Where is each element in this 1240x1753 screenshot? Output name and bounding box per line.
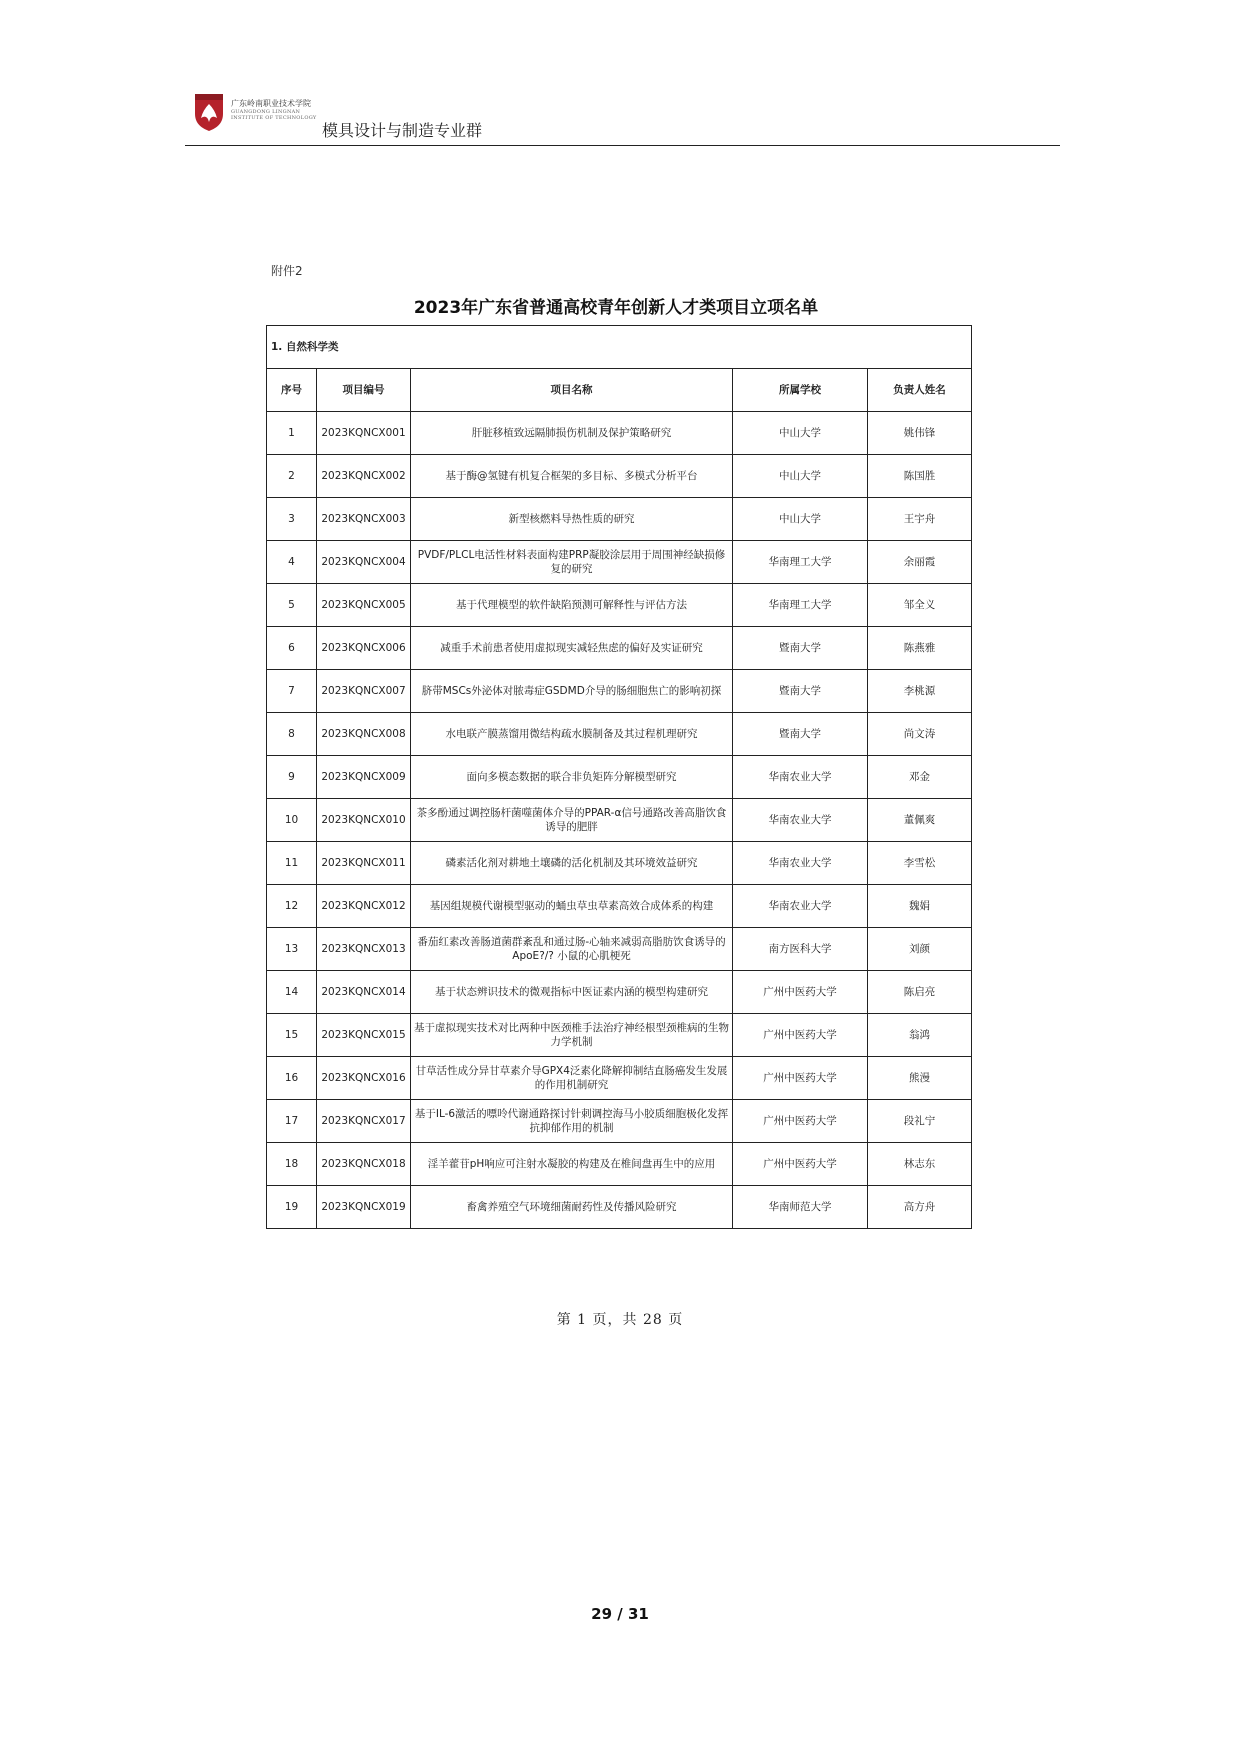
cell-name: 基于代理模型的软件缺陷预测可解释性与评估方法 [411, 584, 733, 627]
cell-no: 1 [267, 412, 317, 455]
table-row [267, 584, 972, 627]
viewer-page-counter: 29 / 31 [591, 1605, 649, 1623]
cell-school: 华南农业大学 [733, 799, 868, 842]
document-title: 2023年广东省普通高校青年创新人才类项目立项名单 [413, 298, 819, 318]
table-row [267, 1186, 972, 1229]
cell-leader: 董佩爽 [868, 799, 972, 842]
cell-name: 减重手术前患者使用虚拟现实减轻焦虑的偏好及实证研究 [411, 627, 733, 670]
cell-code: 2023KQNCX006 [317, 627, 411, 670]
cell-leader: 魏娟 [868, 885, 972, 928]
cell-school: 广州中医药大学 [733, 1100, 868, 1143]
table-row [267, 498, 972, 541]
cell-code: 2023KQNCX015 [317, 1014, 411, 1057]
cell-school: 华南理工大学 [733, 584, 868, 627]
category-row [267, 326, 972, 369]
cell-school: 广州中医药大学 [733, 1057, 868, 1100]
cell-school: 中山大学 [733, 412, 868, 455]
school-name-cn: 广东岭南职业技术学院 [231, 99, 311, 108]
cell-no: 18 [267, 1143, 317, 1186]
cell-leader: 李桃源 [868, 670, 972, 713]
cell-name: 基于IL-6激活的嘌呤代谢通路探讨针刺调控海马小胶质细胞极化发挥抗抑郁作用的机制 [411, 1100, 733, 1143]
cell-school: 南方医科大学 [733, 928, 868, 971]
cell-code: 2023KQNCX004 [317, 541, 411, 584]
cell-code: 2023KQNCX018 [317, 1143, 411, 1186]
table-row [267, 799, 972, 842]
table-row [267, 1014, 972, 1057]
cell-leader: 陈国胜 [868, 455, 972, 498]
cell-name: 茶多酚通过调控肠杆菌噬菌体介导的PPAR-α信号通路改善高脂饮食诱导的肥胖 [411, 799, 733, 842]
cell-school: 华南农业大学 [733, 842, 868, 885]
cell-leader: 王宇舟 [868, 498, 972, 541]
cell-code: 2023KQNCX011 [317, 842, 411, 885]
school-crest-icon [193, 92, 225, 132]
cell-leader: 邓金 [868, 756, 972, 799]
cell-leader: 姚伟锋 [868, 412, 972, 455]
cell-code: 2023KQNCX009 [317, 756, 411, 799]
table-row [267, 885, 972, 928]
table-row [267, 1143, 972, 1186]
cell-name: 肝脏移植致远隔肺损伤机制及保护策略研究 [411, 412, 733, 455]
header-rule [185, 145, 1060, 146]
cell-code: 2023KQNCX002 [317, 455, 411, 498]
cell-leader: 李雪松 [868, 842, 972, 885]
cell-no: 13 [267, 928, 317, 971]
cell-name: PVDF/PLCL电活性材料表面构建PRP凝胶涂层用于周围神经缺损修复的研究 [411, 541, 733, 584]
cell-name: 脐带MSCs外泌体对脓毒症GSDMD介导的肠细胞焦亡的影响初探 [411, 670, 733, 713]
table-row [267, 756, 972, 799]
table-row [267, 713, 972, 756]
cell-code: 2023KQNCX012 [317, 885, 411, 928]
cell-no: 14 [267, 971, 317, 1014]
cell-school: 华南理工大学 [733, 541, 868, 584]
cell-name: 基于虚拟现实技术对比两种中医颈椎手法治疗神经根型颈椎病的生物力学机制 [411, 1014, 733, 1057]
cell-leader: 余丽霞 [868, 541, 972, 584]
cell-leader: 陈燕雅 [868, 627, 972, 670]
cell-school: 暨南大学 [733, 627, 868, 670]
cell-school: 中山大学 [733, 455, 868, 498]
category-label: 1. 自然科学类 [267, 326, 972, 369]
table-row [267, 541, 972, 584]
cell-leader: 翁鸿 [868, 1014, 972, 1057]
table-row [267, 1057, 972, 1100]
cell-no: 10 [267, 799, 317, 842]
table-row [267, 670, 972, 713]
cell-no: 8 [267, 713, 317, 756]
column-header-name: 项目名称 [411, 369, 733, 412]
cell-code: 2023KQNCX008 [317, 713, 411, 756]
cell-name: 水电联产膜蒸馏用微结构疏水膜制备及其过程机理研究 [411, 713, 733, 756]
cell-leader: 陈启亮 [868, 971, 972, 1014]
cell-no: 3 [267, 498, 317, 541]
cell-no: 6 [267, 627, 317, 670]
cell-school: 华南农业大学 [733, 756, 868, 799]
cell-leader: 高方舟 [868, 1186, 972, 1229]
cell-school: 华南师范大学 [733, 1186, 868, 1229]
cell-name: 基于状态辨识技术的微观指标中医证素内涵的模型构建研究 [411, 971, 733, 1014]
cell-no: 7 [267, 670, 317, 713]
cell-name: 淫羊藿苷pH响应可注射水凝胶的构建及在椎间盘再生中的应用 [411, 1143, 733, 1186]
cell-school: 广州中医药大学 [733, 1014, 868, 1057]
table-row [267, 971, 972, 1014]
column-header-code: 项目编号 [317, 369, 411, 412]
cell-no: 17 [267, 1100, 317, 1143]
school-name-en-line2: INSTITUTE OF TECHNOLOGY [231, 115, 317, 121]
cell-school: 中山大学 [733, 498, 868, 541]
cell-code: 2023KQNCX014 [317, 971, 411, 1014]
cell-no: 4 [267, 541, 317, 584]
cell-code: 2023KQNCX005 [317, 584, 411, 627]
cell-school: 广州中医药大学 [733, 1143, 868, 1186]
program-group-name: 模具设计与制造专业群 [322, 121, 483, 140]
cell-name: 基因组规模代谢模型驱动的蛹虫草虫草素高效合成体系的构建 [411, 885, 733, 928]
column-header-school: 所属学校 [733, 369, 868, 412]
cell-leader: 熊漫 [868, 1057, 972, 1100]
cell-leader: 段礼宁 [868, 1100, 972, 1143]
cell-code: 2023KQNCX016 [317, 1057, 411, 1100]
cell-name: 新型核燃料导热性质的研究 [411, 498, 733, 541]
school-name-en-line1: GUANGDONG LINGNAN [231, 109, 301, 115]
cell-leader: 林志东 [868, 1143, 972, 1186]
cell-name: 基于酶@氢键有机复合框架的多目标、多模式分析平台 [411, 455, 733, 498]
cell-leader: 邹全义 [868, 584, 972, 627]
cell-no: 11 [267, 842, 317, 885]
cell-name: 甘草活性成分异甘草素介导GPX4泛素化降解抑制结直肠癌发生发展的作用机制研究 [411, 1057, 733, 1100]
table-row [267, 842, 972, 885]
cell-code: 2023KQNCX013 [317, 928, 411, 971]
table-row [267, 412, 972, 455]
cell-no: 2 [267, 455, 317, 498]
cell-no: 16 [267, 1057, 317, 1100]
cell-code: 2023KQNCX010 [317, 799, 411, 842]
column-header-leader: 负责人姓名 [868, 369, 972, 412]
cell-leader: 刘颜 [868, 928, 972, 971]
cell-name: 畜禽养殖空气环境细菌耐药性及传播风险研究 [411, 1186, 733, 1229]
column-header-no: 序号 [267, 369, 317, 412]
project-list-table [266, 325, 972, 1229]
cell-name: 面向多模态数据的联合非负矩阵分解模型研究 [411, 756, 733, 799]
cell-no: 9 [267, 756, 317, 799]
document-page-number: 第 1 页，共 28 页 [556, 1312, 684, 1328]
cell-school: 华南农业大学 [733, 885, 868, 928]
cell-no: 12 [267, 885, 317, 928]
table-row [267, 1100, 972, 1143]
cell-no: 19 [267, 1186, 317, 1229]
cell-code: 2023KQNCX003 [317, 498, 411, 541]
cell-code: 2023KQNCX001 [317, 412, 411, 455]
cell-school: 暨南大学 [733, 713, 868, 756]
cell-no: 5 [267, 584, 317, 627]
table-header-row [267, 369, 972, 412]
cell-no: 15 [267, 1014, 317, 1057]
table-row [267, 928, 972, 971]
cell-code: 2023KQNCX019 [317, 1186, 411, 1229]
page-header [185, 88, 1060, 146]
table-row [267, 627, 972, 670]
table-row [267, 455, 972, 498]
cell-name: 磷素活化剂对耕地土壤磷的活化机制及其环境效益研究 [411, 842, 733, 885]
cell-name: 番茄红素改善肠道菌群紊乱和通过肠-心轴来减弱高脂肪饮食诱导的ApoE?/? 小鼠的心肌梗死 [411, 928, 733, 971]
cell-school: 暨南大学 [733, 670, 868, 713]
cell-leader: 尚文涛 [868, 713, 972, 756]
cell-code: 2023KQNCX017 [317, 1100, 411, 1143]
cell-code: 2023KQNCX007 [317, 670, 411, 713]
cell-school: 广州中医药大学 [733, 971, 868, 1014]
attachment-label: 附件2 [271, 264, 303, 278]
